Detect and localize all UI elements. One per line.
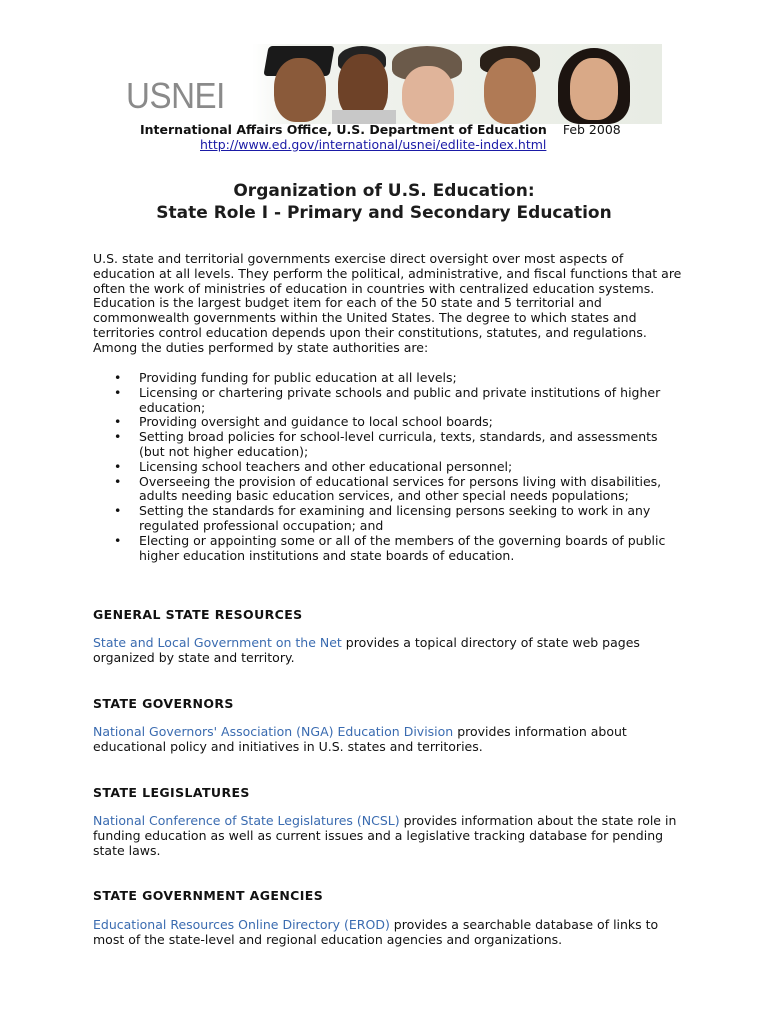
section-heading-state-legislatures: STATE LEGISLATURES — [93, 785, 250, 800]
page-title-line-2: State Role I - Primary and Secondary Education — [156, 203, 612, 223]
intro-paragraph: U.S. state and territorial governments exercise direct oversight over most aspects of education at all levels. They perform the political, administrative, and fiscal functions that are often the work of ministries of education in countries with centralized education systems. Education is the largest budget item for each of the 50 state and 5 territorial and commonwealth governments within the United States. The degree to which states and territories control education depends upon their constitutions, statutes, and regulations. Among the duties performed by state authorities are: — [93, 251, 682, 355]
section-heading-general-state-resources: GENERAL STATE RESOURCES — [93, 607, 303, 622]
section-paragraph-state-government-agencies: Educational Resources Online Directory (EROD) provides a searchable database of links to most of the state-level and regional education agencies and organizations. — [93, 917, 659, 947]
list-item: • Setting broad policies for school-level curricula, texts, standards, and assessments (but not higher education); — [114, 429, 658, 459]
list-item: • Licensing school teachers and other educational personnel; — [114, 458, 513, 474]
link-nga-education-division[interactable]: National Governors' Association (NGA) Education Division — [93, 724, 454, 739]
section-heading-state-governors: STATE GOVERNORS — [93, 696, 234, 711]
list-item: • Providing oversight and guidance to local school boards; — [114, 414, 493, 430]
section-paragraph-state-governors: National Governors' Association (NGA) Education Division provides information about educational policy and initiatives in U.S. states and territories. — [93, 724, 627, 754]
bullet-icon: • — [114, 503, 122, 519]
usnei-url-link[interactable]: http://www.ed.gov/international/usnei/edlite-index.html — [200, 137, 547, 152]
bullet-icon: • — [114, 532, 122, 548]
link-erod[interactable]: Educational Resources Online Directory (EROD) — [93, 917, 390, 932]
publication-date: Feb 2008 — [562, 122, 621, 137]
duties-list — [93, 371, 683, 563]
section-heading-state-government-agencies: STATE GOVERNMENT AGENCIES — [93, 888, 324, 903]
link-state-local-government[interactable]: State and Local Government on the Net — [93, 635, 342, 650]
list-item: • Electing or appointing some or all of the members of the governing boards of public higher education institutions and state boards of education. — [114, 532, 666, 563]
section-paragraph-state-legislatures: National Conference of State Legislatures (NCSL) provides information about the state role in funding education as well as current issues and a legislative tracking database for pending state laws. — [93, 813, 677, 858]
bullet-icon: • — [114, 473, 122, 489]
list-item: • Providing funding for public education at all levels; — [114, 370, 457, 385]
bullet-icon: • — [114, 458, 122, 474]
student-photo-banner — [252, 44, 662, 124]
section-paragraph-general-state-resources: State and Local Government on the Net provides a topical directory of state web pages organized by state and territory. — [93, 635, 640, 665]
bullet-icon: • — [114, 429, 122, 445]
list-item: • Setting the standards for examining and licensing persons seeking to work in any regulated professional occupation; and — [114, 503, 651, 533]
list-item: • Licensing or chartering private schools and public and private institutions of higher education; — [114, 384, 661, 415]
org-name: International Affairs Office, U.S. Department of Education — [140, 122, 547, 137]
page-title-line-1: Organization of U.S. Education: — [233, 181, 535, 201]
usnei-logo: USNEI — [126, 75, 225, 116]
bullet-icon: • — [114, 384, 122, 400]
header-line — [140, 122, 621, 137]
list-item: • Overseeing the provision of educational services for persons living with disabilities, adults needing basic education services, and other special needs populations; — [114, 473, 662, 504]
bullet-icon: • — [114, 370, 122, 385]
bullet-icon: • — [114, 414, 122, 430]
link-ncsl[interactable]: National Conference of State Legislatures (NCSL) — [93, 813, 400, 828]
